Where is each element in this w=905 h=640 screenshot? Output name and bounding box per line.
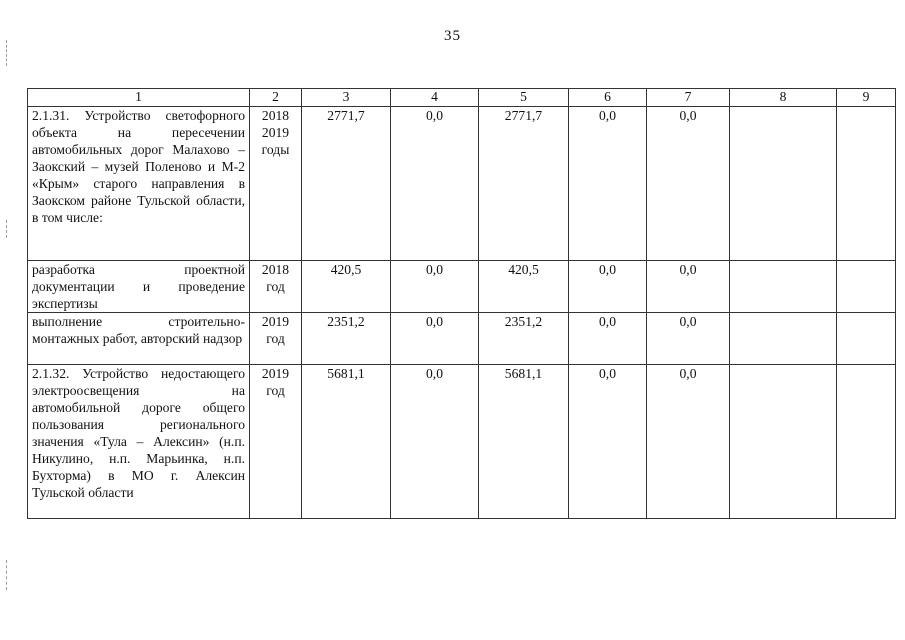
column-header: 9: [837, 89, 896, 107]
value-col-9: [837, 107, 896, 261]
value-col-8: [730, 313, 837, 365]
value-col-5: 5681,1: [479, 365, 569, 519]
measure-name: 2.1.32. Устройство недостающего электроосвещения на автомобильной дороге общего пользования регионального значения «Тула – Алексин» (н.п. Никулино, н.п. Марьинка, н.п. Бухторма) в МО г. Алексин Тульской области: [28, 365, 250, 519]
column-header: 1: [28, 89, 250, 107]
period-cell: 2018 год: [250, 261, 302, 313]
value-col-7: 0,0: [647, 365, 730, 519]
column-header: 5: [479, 89, 569, 107]
margin-mark: [6, 40, 7, 66]
value-col-9: [837, 313, 896, 365]
value-col-3: 5681,1: [302, 365, 391, 519]
value-col-7: 0,0: [647, 107, 730, 261]
measure-name: 2.1.31. Устройство светофорного объекта на пересечении автомобильных дорог Малахово – Заокский – музей Поленово и М-2 «Крым» старого направления в Заокском районе Тульской области, в том числе:: [28, 107, 250, 261]
value-col-8: [730, 107, 837, 261]
measure-name: разработка проектной документации и проведение экспертизы: [28, 261, 250, 313]
margin-mark: [6, 560, 7, 590]
column-header: 7: [647, 89, 730, 107]
measure-name: выполнение строительно-монтажных работ, авторский надзор: [28, 313, 250, 365]
period-cell: 2019 год: [250, 313, 302, 365]
table-row: [28, 313, 896, 365]
column-header: 3: [302, 89, 391, 107]
value-col-3: 2351,2: [302, 313, 391, 365]
table-row: [28, 261, 896, 313]
table-header-row: [28, 89, 896, 107]
value-col-4: 0,0: [391, 313, 479, 365]
table-row: [28, 107, 896, 261]
value-col-8: [730, 365, 837, 519]
budget-table: [27, 88, 896, 519]
value-col-4: 0,0: [391, 261, 479, 313]
margin-mark: [6, 220, 7, 238]
value-col-9: [837, 261, 896, 313]
value-col-7: 0,0: [647, 313, 730, 365]
value-col-3: 420,5: [302, 261, 391, 313]
column-header: 6: [569, 89, 647, 107]
value-col-4: 0,0: [391, 107, 479, 261]
value-col-8: [730, 261, 837, 313]
value-col-9: [837, 365, 896, 519]
value-col-5: 2771,7: [479, 107, 569, 261]
value-col-5: 2351,2: [479, 313, 569, 365]
period-cell: 2018 2019 годы: [250, 107, 302, 261]
period-cell: 2019 год: [250, 365, 302, 519]
value-col-6: 0,0: [569, 365, 647, 519]
value-col-7: 0,0: [647, 261, 730, 313]
value-col-5: 420,5: [479, 261, 569, 313]
value-col-3: 2771,7: [302, 107, 391, 261]
value-col-6: 0,0: [569, 313, 647, 365]
value-col-6: 0,0: [569, 107, 647, 261]
value-col-6: 0,0: [569, 261, 647, 313]
table-row: [28, 365, 896, 519]
column-header: 8: [730, 89, 837, 107]
value-col-4: 0,0: [391, 365, 479, 519]
page-number: 35: [444, 28, 461, 44]
column-header: 4: [391, 89, 479, 107]
column-header: 2: [250, 89, 302, 107]
